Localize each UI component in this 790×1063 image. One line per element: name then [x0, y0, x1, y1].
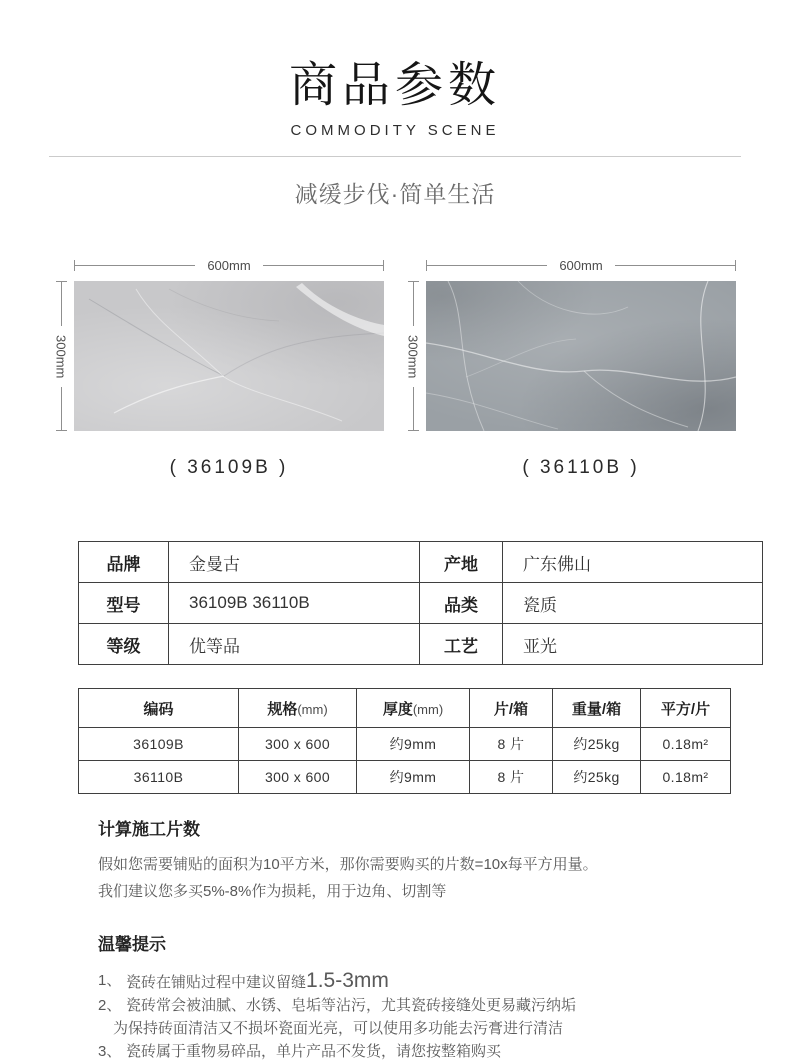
spec-header-text: 规格 — [267, 700, 298, 718]
tip-text-normal: 瓷砖在铺贴过程中建议留缝 — [126, 974, 307, 992]
table-row — [79, 728, 731, 761]
dimension-tick — [735, 260, 736, 271]
dimension-line — [75, 265, 195, 266]
height-dimension — [53, 281, 69, 431]
width-dimension-label: 600mm — [559, 257, 603, 273]
spec-header-text: 片/箱 — [493, 700, 529, 718]
info-label: 产地 — [420, 542, 503, 583]
calc-section — [98, 815, 730, 905]
spec-header-text: 平方/片 — [660, 700, 711, 718]
spec-header — [239, 689, 357, 728]
tile-figures-row — [0, 257, 790, 481]
info-label: 工艺 — [420, 624, 503, 665]
spec-header — [357, 689, 470, 728]
info-value: 广东佛山 — [503, 542, 763, 583]
calc-line: 我们建议您多买5%-8%作为损耗，用于边角、切割等 — [98, 883, 447, 901]
spec-header — [641, 689, 731, 728]
table-row — [79, 583, 763, 624]
tip-text — [126, 969, 389, 994]
tile-image-36109B — [74, 281, 384, 431]
tile-figure-36110B — [405, 257, 736, 481]
spec-cell: 300 x 600 — [239, 728, 357, 761]
product-info-table — [78, 541, 763, 665]
tip-number: 1、 — [98, 972, 122, 990]
spec-header — [470, 689, 553, 728]
tip-text-emphasis: 1.5-3mm — [306, 969, 389, 993]
dimension-line — [615, 265, 735, 266]
tip-item — [98, 994, 730, 1017]
tip-item — [98, 969, 730, 994]
tip-number: 2、 — [98, 997, 122, 1015]
width-dimension-label: 600mm — [207, 257, 251, 273]
spec-cell: 300 x 600 — [239, 761, 357, 794]
dimension-line — [61, 282, 62, 325]
height-dimension-label: 300mm — [405, 334, 421, 378]
marble-veins — [74, 281, 384, 431]
tip-text: 瓷砖属于重物易碎品，单片产品不发货，请您按整箱购买 — [126, 1043, 502, 1061]
spec-header-text: 厚度 — [382, 700, 413, 718]
dimension-tick — [56, 430, 67, 431]
tip-item — [98, 1040, 730, 1063]
tips-heading: 温馨提示 — [98, 935, 166, 955]
spec-header-unit: (mm) — [297, 701, 328, 717]
table-row — [79, 761, 731, 794]
info-value: 优等品 — [169, 624, 420, 665]
tagline: 减缓步伐·简单生活 — [294, 181, 496, 208]
info-value: 36109B 36110B — [169, 583, 420, 624]
dimension-line — [61, 387, 62, 430]
dimension-line — [413, 387, 414, 430]
spec-cell: 0.18m² — [641, 761, 731, 794]
tile-figure-36109B — [53, 257, 384, 481]
info-label: 品类 — [420, 583, 503, 624]
width-dimension — [74, 257, 384, 273]
dimension-tick — [408, 430, 419, 431]
table-header-row — [79, 689, 731, 728]
tile-caption: ( 36110B ) — [522, 457, 640, 479]
info-label: 品牌 — [79, 542, 169, 583]
tile-image-36110B — [426, 281, 736, 431]
height-dimension — [405, 281, 421, 431]
spec-cell: 8 片 — [470, 761, 553, 794]
spec-cell: 36109B — [79, 728, 239, 761]
tip-text: 瓷砖常会被油腻、水锈、皂垢等沾污，尤其瓷砖接缝处更易藏污纳垢 — [126, 997, 577, 1015]
width-dimension — [426, 257, 736, 273]
dimension-line — [427, 265, 547, 266]
spec-table — [78, 688, 731, 794]
spec-cell: 8 片 — [470, 728, 553, 761]
spec-header-unit: (mm) — [412, 701, 444, 717]
spec-cell: 约9mm — [357, 761, 470, 794]
spec-header — [553, 689, 641, 728]
height-dimension-label: 300mm — [53, 334, 69, 378]
header-divider — [49, 156, 741, 157]
spec-cell: 约25kg — [553, 761, 641, 794]
tip-number: 3、 — [98, 1043, 122, 1061]
spec-header-text: 编码 — [143, 700, 174, 718]
spec-header — [79, 689, 239, 728]
spec-cell: 36110B — [79, 761, 239, 794]
tile-caption: ( 36109B ) — [169, 457, 289, 479]
info-value: 金曼古 — [169, 542, 420, 583]
page-header — [0, 0, 790, 209]
dimension-tick — [383, 260, 384, 271]
tip-text: 为保持砖面清洁又不损坏瓷面光亮，可以使用多功能去污膏进行清洁 — [113, 1020, 564, 1038]
calc-line: 假如您需要铺贴的面积为10平方米，那你需要购买的片数=10x每平方用量。 — [98, 856, 598, 874]
marble-veins — [426, 281, 736, 431]
table-row — [79, 542, 763, 583]
page-title: 商品参数 — [288, 59, 501, 112]
dimension-line — [263, 265, 383, 266]
spec-cell: 约9mm — [357, 728, 470, 761]
tips-section — [98, 930, 730, 1063]
calc-heading: 计算施工片数 — [98, 820, 200, 840]
spec-cell: 约25kg — [553, 728, 641, 761]
dimension-line — [413, 282, 414, 325]
info-value: 亚光 — [503, 624, 763, 665]
info-label: 型号 — [79, 583, 169, 624]
table-row — [79, 624, 763, 665]
info-label: 等级 — [79, 624, 169, 665]
spec-cell: 0.18m² — [641, 728, 731, 761]
info-value: 瓷质 — [503, 583, 763, 624]
page-subtitle-en: COMMODITY SCENE — [290, 122, 500, 140]
spec-header-text: 重量/箱 — [571, 700, 622, 718]
